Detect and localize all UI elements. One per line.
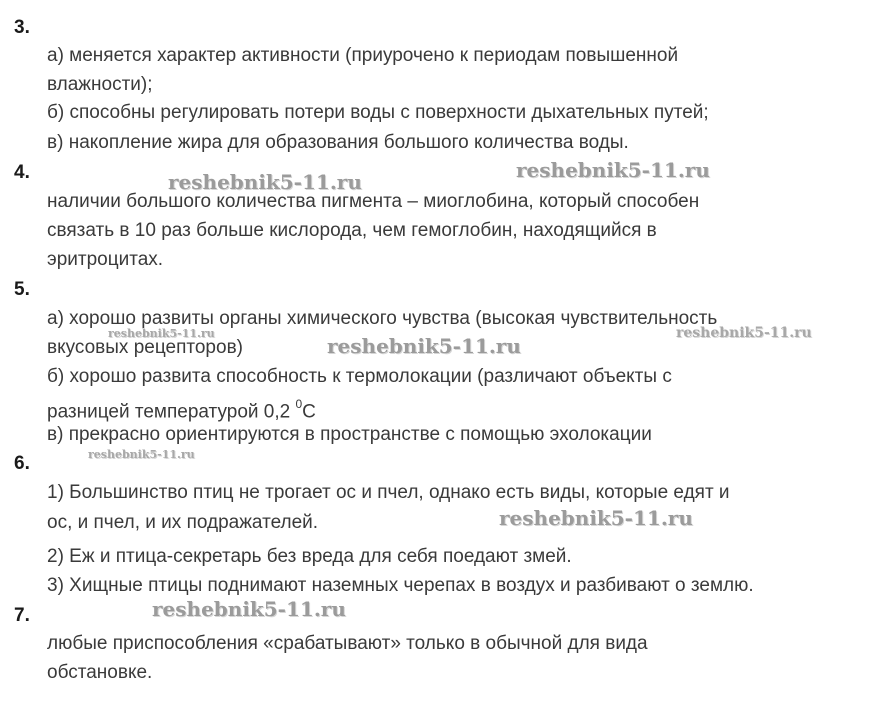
section-4-line-3: эритроцитах.	[47, 249, 164, 270]
section-6-line-2: ос, и пчел, и их подражателей.	[47, 512, 319, 533]
section-number-7: 7.	[14, 605, 30, 626]
watermark: reshebnik5-11.ru	[88, 448, 195, 461]
section-number-5: 5.	[14, 279, 30, 300]
watermark: reshebnik5-11.ru	[168, 170, 362, 194]
watermark: reshebnik5-11.ru	[516, 158, 710, 182]
section-5-line-3: б) хорошо развита способность к термолокации (различают объекты с	[47, 366, 672, 387]
temperature-text: разницей температурой 0,2	[47, 401, 296, 423]
section-5-line-5: в) прекрасно ориентируются в пространстве с помощью эхолокации	[47, 424, 652, 445]
section-5-line-2: вкусовых рецепторов)	[47, 337, 243, 358]
section-5-line-4	[47, 394, 316, 424]
section-5-line-1: а) хорошо развиты органы химического чувства (высокая чувствительность	[47, 308, 718, 329]
watermark: reshebnik5-11.ru	[499, 506, 693, 530]
watermark: reshebnik5-11.ru	[152, 597, 346, 621]
section-6-line-3: 2) Еж и птица-секретарь без вреда для себя поедают змей.	[47, 546, 572, 567]
section-4-line-2: связать в 10 раз больше кислорода, чем гемоглобин, находящийся в	[47, 220, 657, 241]
section-3-line-4: в) накопление жира для образования большого количества воды.	[47, 132, 629, 153]
degree-superscript: 0	[295, 397, 303, 411]
section-7-line-1: любые приспособления «срабатывают» только в обычной для вида	[47, 633, 648, 654]
section-3-line-2: влажности);	[47, 74, 153, 95]
section-6-line-4: 3) Хищные птицы поднимают наземных черепах в воздух и разбивают о землю.	[47, 575, 754, 596]
section-number-6: 6.	[14, 453, 30, 474]
section-number-4: 4.	[14, 162, 30, 183]
watermark: reshebnik5-11.ru	[108, 327, 215, 340]
watermark: reshebnik5-11.ru	[676, 325, 812, 341]
section-number-3: 3.	[14, 17, 30, 38]
section-3-line-3: б) способны регулировать потери воды с поверхности дыхательных путей;	[47, 102, 709, 123]
section-7-line-2: обстановке.	[47, 662, 153, 683]
section-3-line-1: а) меняется характер активности (приурочено к периодам повышенной	[47, 45, 679, 66]
section-4-line-1: наличии большого количества пигмента – миоглобина, который способен	[47, 191, 700, 212]
degree-unit: С	[302, 401, 316, 423]
watermark: reshebnik5-11.ru	[327, 334, 521, 358]
section-6-line-1: 1) Большинство птиц не трогает ос и пчел, однако есть виды, которые едят и	[47, 482, 730, 503]
